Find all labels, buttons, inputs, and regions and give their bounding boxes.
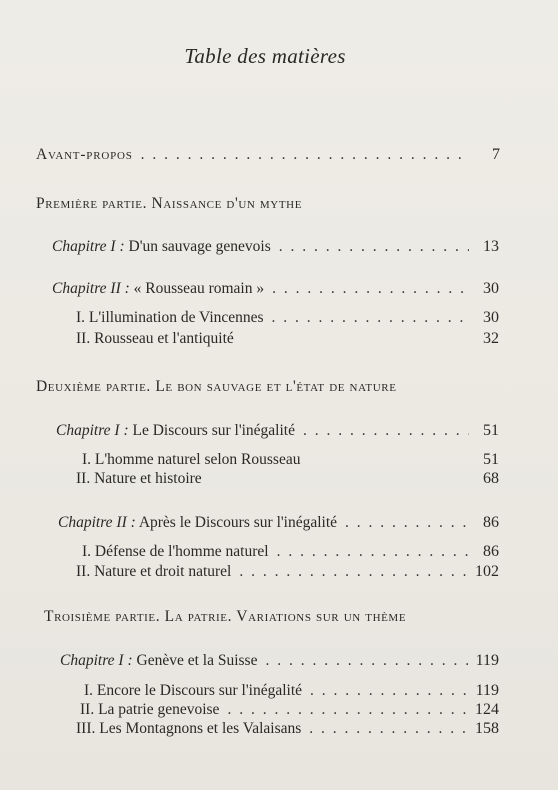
toc-page-number: 102 <box>475 563 499 580</box>
section-title: Encore le Discours sur l'inégalité <box>96 682 303 699</box>
section-number: II. <box>76 563 91 580</box>
toc-page-number: 158 <box>475 720 499 737</box>
chapter-number: Chapitre I : <box>52 238 125 255</box>
chapter-title: « Rousseau romain » <box>133 280 265 297</box>
section-title: Nature et droit naturel <box>94 563 232 580</box>
toc-chapter <box>52 280 499 298</box>
toc-section <box>76 330 499 348</box>
chapter-title: D'un sauvage genevois <box>128 238 271 255</box>
toc-section <box>84 682 499 700</box>
dot-leader <box>279 238 469 256</box>
dot-leader <box>309 720 467 738</box>
dot-leader <box>265 652 467 670</box>
dot-leader <box>141 146 470 164</box>
toc-page-number: 119 <box>475 652 499 669</box>
part-heading: Première partie. Naissance d'un mythe <box>36 195 303 212</box>
section-number: II. <box>80 701 95 718</box>
toc-chapter <box>52 238 499 256</box>
toc-section <box>76 720 499 738</box>
chapter-number: Chapitre I : <box>56 422 129 439</box>
toc-entry-label: Avant-propos <box>36 146 133 163</box>
toc-section <box>76 309 499 327</box>
toc-page-number: 51 <box>483 451 499 468</box>
chapter-number: Chapitre II : <box>58 514 136 531</box>
section-number: II. <box>76 470 91 487</box>
page-title: Table des matières <box>184 44 346 68</box>
toc-page-number: 68 <box>483 470 499 487</box>
toc-page-number: 30 <box>483 309 499 326</box>
section-title: Les Montagnons et les Valaisans <box>99 720 302 737</box>
chapter-number: Chapitre I : <box>60 652 133 669</box>
toc-section <box>82 543 499 561</box>
toc-section <box>76 470 499 488</box>
toc-page-number: 86 <box>483 514 499 531</box>
toc-page-number: 32 <box>483 330 499 347</box>
dot-leader <box>272 280 469 298</box>
section-number: III. <box>76 720 96 737</box>
section-title: L'illumination de Vincennes <box>88 309 264 326</box>
toc-page-number: 51 <box>483 422 499 439</box>
part-heading: Deuxième partie. Le bon sauvage et l'état de nature <box>36 378 397 395</box>
toc-chapter <box>56 422 499 440</box>
section-number: I. <box>84 682 94 699</box>
dot-leader <box>277 543 469 561</box>
toc-section <box>82 451 499 469</box>
dot-leader <box>227 701 467 719</box>
dot-leader <box>239 563 467 581</box>
section-number: I. <box>76 309 86 326</box>
dot-leader <box>310 682 468 700</box>
chapter-title: Genève et la Suisse <box>136 652 258 669</box>
toc-page-number: 7 <box>492 146 500 163</box>
toc-chapter <box>60 652 499 670</box>
section-title: Défense de l'homme naturel <box>94 543 269 560</box>
section-number: I. <box>82 451 92 468</box>
toc-section <box>80 701 499 719</box>
toc-page-number: 119 <box>475 682 499 699</box>
toc-entry-avant-propos <box>36 146 500 164</box>
chapter-title: Après le Discours sur l'inégalité <box>138 514 338 531</box>
chapter-number: Chapitre II : <box>52 280 130 297</box>
section-number: II. <box>76 330 91 347</box>
section-number: I. <box>82 543 92 560</box>
dot-leader <box>303 422 469 440</box>
chapter-title: Le Discours sur l'inégalité <box>132 422 295 439</box>
toc-chapter <box>58 514 499 532</box>
section-title: Nature et histoire <box>94 470 202 487</box>
toc-page-number: 30 <box>483 280 499 297</box>
toc-section <box>76 563 499 581</box>
dot-leader <box>345 514 469 532</box>
part-heading: Troisième partie. La patrie. Variations sur un thème <box>44 608 407 625</box>
toc-page-number: 13 <box>483 238 499 255</box>
dot-leader <box>272 309 469 327</box>
toc-page-number: 86 <box>483 543 499 560</box>
section-title: La patrie genevoise <box>98 701 220 718</box>
section-title: L'homme naturel selon Rousseau <box>94 451 301 468</box>
section-title: Rousseau et l'antiquité <box>94 330 234 347</box>
toc-page-number: 124 <box>475 701 499 718</box>
